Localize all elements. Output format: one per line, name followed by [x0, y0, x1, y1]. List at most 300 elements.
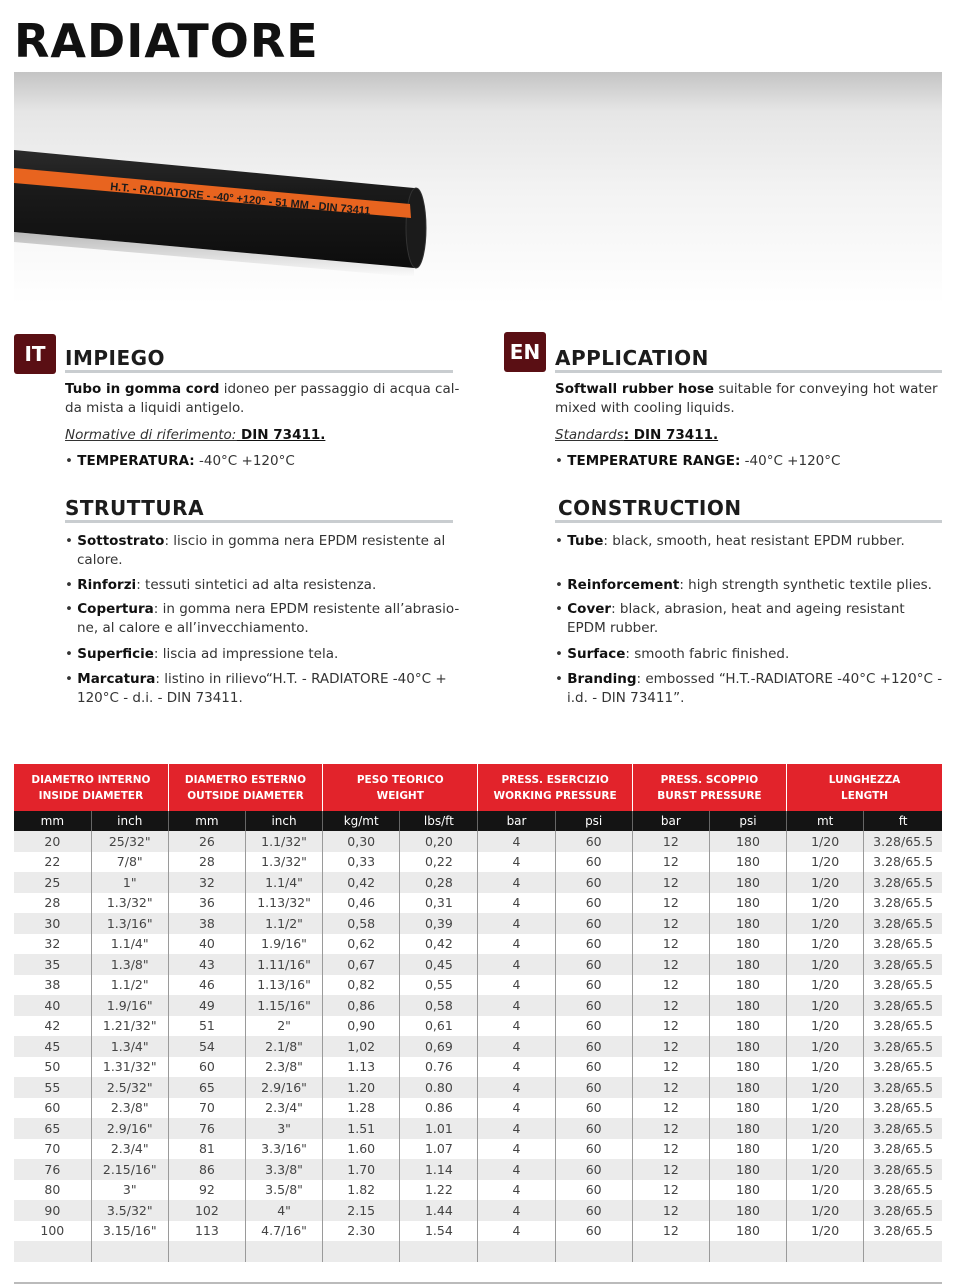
table-cell: 3.28/65.5	[864, 872, 942, 893]
table-cell: 2.9/16"	[91, 1118, 168, 1139]
table-cell: 0,58	[400, 995, 478, 1016]
section-rule	[555, 370, 942, 373]
section-rule	[555, 520, 942, 523]
table-cell: 2.3/8"	[91, 1098, 168, 1119]
table-cell: 4	[478, 831, 555, 852]
table-cell: 3.28/65.5	[864, 934, 942, 955]
table-row	[14, 893, 942, 914]
unit-header: ft	[864, 811, 942, 831]
section-title-impiego: IMPIEGO	[65, 346, 166, 370]
table-cell: 45	[14, 1036, 91, 1057]
table-cell: 1/20	[787, 831, 864, 852]
table-cell: 0,31	[400, 893, 478, 914]
table-cell: 4"	[245, 1200, 322, 1221]
table-cell: 4	[478, 1057, 555, 1078]
table-body	[14, 831, 942, 1262]
list-item: • Rinforzi: tessuti sintetici ad alta resistenza.	[65, 577, 377, 593]
table-cell: 1/20	[787, 1200, 864, 1221]
table-cell: 50	[14, 1057, 91, 1078]
table-cell: 1/20	[787, 1118, 864, 1139]
table-row	[14, 1139, 942, 1160]
table-cell: 180	[709, 954, 786, 975]
cover-line1: : black, abrasion, heat and ageing resistant	[611, 601, 905, 617]
table-cell: 1.14	[400, 1159, 478, 1180]
table-cell: 20	[14, 831, 91, 852]
table-cell: 2.15	[323, 1200, 400, 1221]
table-cell: 1.31/32"	[91, 1057, 168, 1078]
table-cell: 70	[14, 1139, 91, 1160]
table-row	[14, 913, 942, 934]
table-cell: 12	[632, 934, 709, 955]
unit-header-row	[14, 811, 942, 831]
table-row	[14, 1180, 942, 1201]
unit-header: kg/mt	[323, 811, 400, 831]
table-row	[14, 1098, 942, 1119]
rinf-text: : tessuti sintetici ad alta resistenza.	[136, 577, 377, 593]
table-cell: 60	[555, 831, 632, 852]
table-cell: 180	[709, 1098, 786, 1119]
table-cell: 12	[632, 1200, 709, 1221]
table-cell: 4	[478, 934, 555, 955]
table-cell: 12	[632, 995, 709, 1016]
table-cell: 1.1/32"	[245, 831, 322, 852]
table-cell: 1/20	[787, 1221, 864, 1242]
marc-label: Marcatura	[77, 671, 156, 687]
table-cell: 4	[478, 954, 555, 975]
table-cell: 92	[168, 1180, 245, 1201]
table-cell: 3.28/65.5	[864, 1118, 942, 1139]
table-cell: 4	[478, 1118, 555, 1139]
table-cell: 0,20	[400, 831, 478, 852]
list-item: • Tube: black, smooth, heat resistant EPDM rubber.	[555, 533, 905, 549]
table-cell: 60	[555, 913, 632, 934]
table-cell: 180	[709, 1221, 786, 1242]
table-cell: 3"	[91, 1180, 168, 1201]
table-cell: 3.28/65.5	[864, 975, 942, 996]
table-cell	[555, 1241, 632, 1262]
table-cell: 1.22	[400, 1180, 478, 1201]
table-cell: 102	[168, 1200, 245, 1221]
table-cell: 0,42	[323, 872, 400, 893]
unit-header: inch	[91, 811, 168, 831]
table-cell: 180	[709, 975, 786, 996]
table-cell: 0,86	[323, 995, 400, 1016]
group-header: DIAMETRO INTERNO INSIDE DIAMETER	[14, 764, 168, 811]
table-cell: 0.86	[400, 1098, 478, 1119]
table-cell: 32	[168, 872, 245, 893]
table-cell: 1.20	[323, 1077, 400, 1098]
marc-line2: 120°C - d.i. - DIN 73411.	[77, 690, 243, 706]
application-text	[555, 380, 947, 418]
table-cell: 12	[632, 975, 709, 996]
sotto-line1: : liscio in gomma nera EPDM resistente al	[164, 533, 446, 549]
table-cell: 1.3/4"	[91, 1036, 168, 1057]
table-cell: 180	[709, 1057, 786, 1078]
table-cell: 60	[555, 1118, 632, 1139]
table-cell: 1/20	[787, 1098, 864, 1119]
table-cell: 1.3/32"	[91, 893, 168, 914]
table-cell: 60	[168, 1057, 245, 1078]
table-cell: 1.1/4"	[91, 934, 168, 955]
table-cell: 2.1/8"	[245, 1036, 322, 1057]
unit-header: inch	[245, 811, 322, 831]
table-cell: 1.21/32"	[91, 1016, 168, 1037]
product-photo	[14, 72, 942, 304]
sup-label: Superficie	[77, 646, 154, 662]
temp-value-it: -40°C +120°C	[194, 453, 295, 469]
table-cell: 180	[709, 831, 786, 852]
section-title-construction: CONSTRUCTION	[558, 496, 742, 520]
table-cell: 0,58	[323, 913, 400, 934]
table-cell: 3"	[245, 1118, 322, 1139]
table-cell: 0,69	[400, 1036, 478, 1057]
temp-item-it: • TEMPERATURA: -40°C +120°C	[65, 453, 295, 469]
table-cell: 1/20	[787, 1180, 864, 1201]
table-cell: 3.28/65.5	[864, 1139, 942, 1160]
table-cell: 0,61	[400, 1016, 478, 1037]
table-cell: 51	[168, 1016, 245, 1037]
table-cell: 1.82	[323, 1180, 400, 1201]
table-cell: 180	[709, 934, 786, 955]
table-cell: 49	[168, 995, 245, 1016]
norm-text	[65, 426, 325, 445]
table-cell: 12	[632, 1098, 709, 1119]
table-cell: 60	[555, 1221, 632, 1242]
table-cell: 100	[14, 1221, 91, 1242]
hose-print: H.T. - RADIATORE - -40° +120° - 51 MM - DIN 73411	[109, 181, 371, 218]
app-bold: Softwall rubber hose	[555, 381, 715, 397]
table-cell: 1.15/16"	[245, 995, 322, 1016]
table-cell: 180	[709, 893, 786, 914]
table-cell: 2.3/8"	[245, 1057, 322, 1078]
table-cell: 3.28/65.5	[864, 1200, 942, 1221]
table-cell: 3.28/65.5	[864, 1077, 942, 1098]
table-cell: 4	[478, 1036, 555, 1057]
table-row	[14, 1077, 942, 1098]
tube-text: : black, smooth, heat resistant EPDM rubber.	[603, 533, 905, 549]
table-cell	[787, 1241, 864, 1262]
table-cell: 4	[478, 1016, 555, 1037]
table-cell: 22	[14, 852, 91, 873]
unit-header: bar	[478, 811, 555, 831]
table-cell: 4.7/16"	[245, 1221, 322, 1242]
table-cell: 1.3/16"	[91, 913, 168, 934]
table-cell: 3.15/16"	[91, 1221, 168, 1242]
table-cell: 1/20	[787, 872, 864, 893]
reinf-label: Reinforcement	[567, 577, 680, 593]
table-cell: 60	[555, 1200, 632, 1221]
table-cell: 1/20	[787, 1159, 864, 1180]
unit-header: psi	[555, 811, 632, 831]
table-cell: 60	[555, 1016, 632, 1037]
table-cell: 60	[555, 934, 632, 955]
table-cell: 60	[555, 954, 632, 975]
group-header: DIAMETRO ESTERNO OUTSIDE DIAMETER	[168, 764, 322, 811]
sup-text: : liscia ad impressione tela.	[153, 646, 339, 662]
table-cell: 36	[168, 893, 245, 914]
table-row	[14, 852, 942, 873]
table-cell: 60	[555, 1057, 632, 1078]
table-cell: 3.3/16"	[245, 1139, 322, 1160]
table-cell: 1.1/2"	[245, 913, 322, 934]
table-cell: 180	[709, 1118, 786, 1139]
reinf-text: : high strength synthetic textile plies.	[679, 577, 932, 593]
impiego-line1: idoneo per passaggio di acqua cal-	[219, 381, 460, 397]
table-cell: 60	[555, 893, 632, 914]
table-cell: 12	[632, 893, 709, 914]
table-cell: 1/20	[787, 1057, 864, 1078]
sotto-label: Sottostrato	[77, 533, 165, 549]
list-item: • Reinforcement: high strength synthetic textile plies.	[555, 577, 932, 593]
table-cell: 1.9/16"	[245, 934, 322, 955]
list-item: • Superficie: liscia ad impressione tela.	[65, 646, 339, 662]
table-cell: 4	[478, 975, 555, 996]
table-cell: 4	[478, 852, 555, 873]
table-cell: 180	[709, 1077, 786, 1098]
table-row	[14, 872, 942, 893]
list-item: • Sottostrato: liscio in gomma nera EPDM resistente al calore.	[65, 533, 446, 568]
table-cell: 1/20	[787, 995, 864, 1016]
brand-line1: : embossed “H.T.-RADIATORE -40°C +120°C -	[636, 671, 943, 687]
table-cell: 38	[14, 975, 91, 996]
group-header: PESO TEORICO WEIGHT	[323, 764, 478, 811]
spec-table	[14, 764, 942, 1262]
section-title-application: APPLICATION	[555, 346, 709, 370]
table-cell: 2.5/32"	[91, 1077, 168, 1098]
table-cell: 60	[555, 1159, 632, 1180]
list-item: • Branding: embossed “H.T.-RADIATORE -40°C +120°C - i.d. - DIN 73411”.	[555, 671, 943, 706]
table-cell: 180	[709, 872, 786, 893]
table-row	[14, 1159, 942, 1180]
table-cell: 3.5/8"	[245, 1180, 322, 1201]
table-cell: 1.51	[323, 1118, 400, 1139]
surf-text: : smooth fabric finished.	[625, 646, 790, 662]
table-cell: 25	[14, 872, 91, 893]
table-cell: 180	[709, 1016, 786, 1037]
table-cell: 1/20	[787, 852, 864, 873]
cop-label: Copertura	[77, 601, 154, 617]
table-cell: 60	[555, 1036, 632, 1057]
group-header-row	[14, 764, 942, 811]
table-cell: 1.13/32"	[245, 893, 322, 914]
table-cell: 12	[632, 1180, 709, 1201]
temp-value-en: -40°C +120°C	[740, 453, 841, 469]
table-cell: 12	[632, 1077, 709, 1098]
table-cell: 180	[709, 1036, 786, 1057]
table-cell: 0,30	[323, 831, 400, 852]
table-cell: 1"	[91, 872, 168, 893]
table-cell: 40	[14, 995, 91, 1016]
table-cell: 1.13	[323, 1057, 400, 1078]
hose-image	[14, 72, 942, 304]
table-cell	[168, 1241, 245, 1262]
table-cell: 12	[632, 831, 709, 852]
table-cell: 42	[14, 1016, 91, 1037]
cop-line2: ne, al calore e all’invecchiamento.	[77, 620, 309, 636]
table-cell: 3.28/65.5	[864, 1159, 942, 1180]
table-cell: 30	[14, 913, 91, 934]
table-cell: 3.28/65.5	[864, 852, 942, 873]
unit-header: psi	[709, 811, 786, 831]
table-cell: 1,02	[323, 1036, 400, 1057]
unit-header: lbs/ft	[400, 811, 478, 831]
table-cell: 0,82	[323, 975, 400, 996]
table-cell: 12	[632, 954, 709, 975]
table-cell: 1.01	[400, 1118, 478, 1139]
table-cell: 113	[168, 1221, 245, 1242]
table-cell	[478, 1241, 555, 1262]
table-cell: 76	[14, 1159, 91, 1180]
table-cell: 2.9/16"	[245, 1077, 322, 1098]
temp-label-en: TEMPERATURE RANGE:	[567, 453, 741, 469]
table-cell: 0.80	[400, 1077, 478, 1098]
table-cell: 12	[632, 1118, 709, 1139]
impiego-text	[65, 380, 465, 418]
table-cell: 60	[14, 1098, 91, 1119]
group-header: LUNGHEZZA LENGTH	[787, 764, 942, 811]
table-cell: 4	[478, 1098, 555, 1119]
table-cell: 40	[168, 934, 245, 955]
table-cell: 1.13/16"	[245, 975, 322, 996]
table-cell: 1.1/2"	[91, 975, 168, 996]
list-item: • Marcatura: listino in rilievo“H.T. - RADIATORE -40°C + 120°C - d.i. - DIN 73411.	[65, 671, 447, 706]
table-cell	[400, 1241, 478, 1262]
table-cell: 180	[709, 1180, 786, 1201]
table-cell	[14, 1241, 91, 1262]
app-line2: mixed with cooling liquids.	[555, 400, 735, 416]
table-cell: 12	[632, 1016, 709, 1037]
table-cell: 60	[555, 995, 632, 1016]
table-cell	[91, 1241, 168, 1262]
bottom-rule	[14, 1282, 942, 1284]
temp-item-en: • TEMPERATURE RANGE: -40°C +120°C	[555, 453, 841, 469]
page-title: RADIATORE	[14, 14, 319, 68]
cop-line1: : in gomma nera EPDM resistente all’abrasio-	[153, 601, 460, 617]
table-cell: 12	[632, 1221, 709, 1242]
table-cell: 2.3/4"	[245, 1098, 322, 1119]
rinf-label: Rinforzi	[77, 577, 137, 593]
lang-badge-it: IT	[14, 334, 56, 374]
table-cell: 0,28	[400, 872, 478, 893]
table-row	[14, 1221, 942, 1242]
table-cell: 60	[555, 975, 632, 996]
table-cell: 2.3/4"	[91, 1139, 168, 1160]
table-cell: 4	[478, 872, 555, 893]
section-rule	[65, 520, 453, 523]
table-row	[14, 934, 942, 955]
section-title-struttura: STRUTTURA	[65, 496, 205, 520]
table-cell: 180	[709, 1159, 786, 1180]
brand-line2: i.d. - DIN 73411”.	[567, 690, 685, 706]
table-cell: 180	[709, 1200, 786, 1221]
table-cell: 1.44	[400, 1200, 478, 1221]
table-cell: 180	[709, 913, 786, 934]
table-cell	[323, 1241, 400, 1262]
table-cell: 12	[632, 852, 709, 873]
table-cell: 60	[555, 872, 632, 893]
table-cell: 1/20	[787, 1139, 864, 1160]
section-rule	[65, 370, 453, 373]
table-cell: 55	[14, 1077, 91, 1098]
unit-header: mm	[14, 811, 91, 831]
table-cell: 4	[478, 1077, 555, 1098]
brand-label: Branding	[567, 671, 637, 687]
table-row	[14, 975, 942, 996]
table-cell: 1.07	[400, 1139, 478, 1160]
table-cell: 4	[478, 913, 555, 934]
impiego-line2: da mista a liquidi antigelo.	[65, 400, 245, 416]
table-cell: 0,22	[400, 852, 478, 873]
table-cell: 32	[14, 934, 91, 955]
table-cell: 81	[168, 1139, 245, 1160]
unit-header: mt	[787, 811, 864, 831]
table-cell: 4	[478, 1221, 555, 1242]
table-cell: 28	[168, 852, 245, 873]
table-cell: 2.30	[323, 1221, 400, 1242]
table-cell: 180	[709, 1139, 786, 1160]
table-row	[14, 1016, 942, 1037]
table-row	[14, 831, 942, 852]
table-cell: 3.28/65.5	[864, 995, 942, 1016]
table-cell: 1/20	[787, 954, 864, 975]
table-row	[14, 1036, 942, 1057]
table-cell: 1/20	[787, 975, 864, 996]
table-cell: 86	[168, 1159, 245, 1180]
std-value: : DIN 73411.	[623, 427, 719, 443]
table-cell	[632, 1241, 709, 1262]
table-cell: 0,55	[400, 975, 478, 996]
table-cell: 3.28/65.5	[864, 831, 942, 852]
table-cell: 4	[478, 1200, 555, 1221]
table-cell: 0,33	[323, 852, 400, 873]
table-cell: 1.1/4"	[245, 872, 322, 893]
table-row	[14, 995, 942, 1016]
table-cell: 12	[632, 872, 709, 893]
table-row	[14, 1118, 942, 1139]
table-cell: 65	[14, 1118, 91, 1139]
table-cell: 7/8"	[91, 852, 168, 873]
table-cell: 4	[478, 1139, 555, 1160]
temp-label-it: TEMPERATURA:	[77, 453, 195, 469]
table-cell: 1.54	[400, 1221, 478, 1242]
table-cell: 60	[555, 1098, 632, 1119]
std-label: Standards	[555, 427, 624, 443]
group-header: PRESS. ESERCIZIO WORKING PRESSURE	[478, 764, 632, 811]
unit-header: mm	[168, 811, 245, 831]
table-cell: 0,39	[400, 913, 478, 934]
table-cell: 3.28/65.5	[864, 1098, 942, 1119]
table-cell: 12	[632, 1139, 709, 1160]
table-row	[14, 1057, 942, 1078]
table-cell: 38	[168, 913, 245, 934]
table-cell: 0,67	[323, 954, 400, 975]
table-cell: 0,42	[400, 934, 478, 955]
table-cell: 0.76	[400, 1057, 478, 1078]
table-cell: 46	[168, 975, 245, 996]
table-cell: 60	[555, 1077, 632, 1098]
norm-value: DIN 73411.	[236, 427, 326, 443]
cover-label: Cover	[567, 601, 612, 617]
table-row	[14, 1241, 942, 1262]
table-cell: 1/20	[787, 893, 864, 914]
table-cell: 0,90	[323, 1016, 400, 1037]
table-cell: 1.60	[323, 1139, 400, 1160]
table-cell: 1.28	[323, 1098, 400, 1119]
table-cell: 60	[555, 1139, 632, 1160]
table-cell: 60	[555, 852, 632, 873]
table-cell: 28	[14, 893, 91, 914]
table-cell	[245, 1241, 322, 1262]
